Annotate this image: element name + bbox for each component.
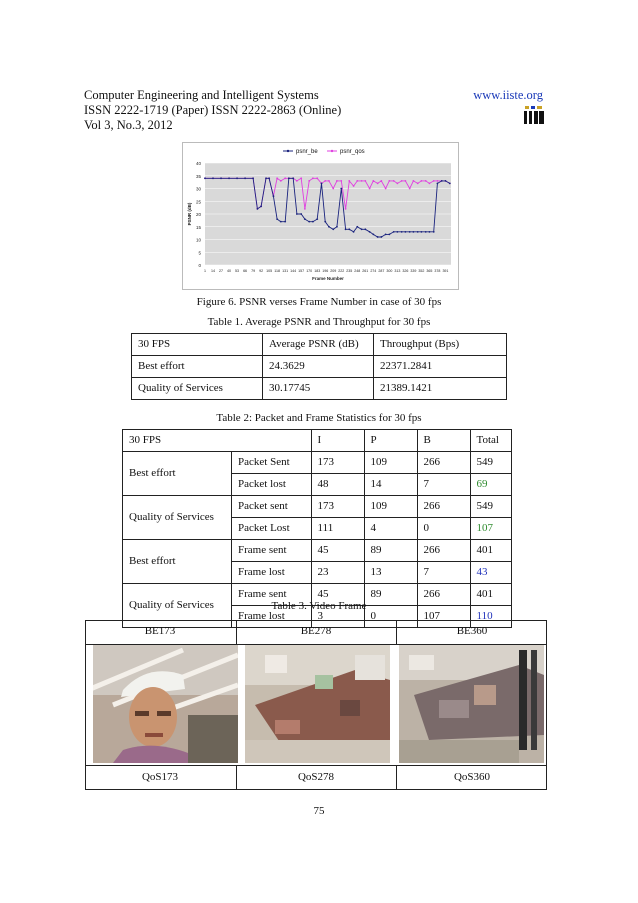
y-tick-label: 5 bbox=[198, 250, 201, 256]
table1-header-cell: Throughput (Bps) bbox=[374, 334, 507, 356]
data-point-psnr_be bbox=[345, 228, 347, 230]
data-point-psnr_be bbox=[324, 221, 326, 223]
video-frame-be360-image bbox=[399, 645, 544, 763]
table-row bbox=[132, 356, 507, 378]
data-point-psnr_qos bbox=[280, 180, 282, 182]
table2-cell: 109 bbox=[364, 496, 417, 518]
data-point-psnr_be bbox=[268, 177, 270, 179]
table2-total-highlight: 110 bbox=[470, 606, 511, 628]
x-tick-label: 365 bbox=[426, 269, 433, 273]
data-point-psnr_qos bbox=[377, 183, 379, 185]
x-tick-label: 378 bbox=[434, 269, 441, 273]
data-point-psnr_be bbox=[300, 213, 302, 215]
legend-marker-psnr_be bbox=[287, 150, 289, 152]
table2-header-cell: 30 FPS bbox=[123, 430, 312, 452]
table2-cell: 7 bbox=[417, 562, 470, 584]
data-point-psnr_be bbox=[321, 183, 323, 185]
y-tick-label: 25 bbox=[195, 199, 201, 205]
table2-cell: 401 bbox=[470, 540, 511, 562]
data-point-psnr_qos bbox=[429, 183, 431, 185]
x-tick-label: 105 bbox=[266, 269, 273, 273]
y-tick-label: 40 bbox=[195, 161, 201, 166]
data-point-psnr_qos bbox=[364, 180, 366, 182]
x-tick-label: 157 bbox=[298, 269, 305, 273]
table2-cell: 89 bbox=[364, 540, 417, 562]
data-point-psnr_be bbox=[273, 195, 275, 197]
data-point-psnr_qos bbox=[336, 180, 338, 182]
data-point-psnr_be bbox=[429, 231, 431, 233]
table1-cell: 21389.1421 bbox=[374, 378, 507, 400]
table2-cell: 0 bbox=[364, 606, 417, 628]
journal-header bbox=[84, 88, 341, 133]
data-point-psnr_be bbox=[372, 234, 374, 236]
table2-total-highlight: 69 bbox=[470, 474, 511, 496]
table1-header-cell: Average PSNR (dB) bbox=[263, 334, 374, 356]
data-point-psnr_be bbox=[361, 228, 363, 230]
table1-cell: 30.17745 bbox=[263, 378, 374, 400]
data-point-psnr_be bbox=[265, 177, 267, 179]
table1-header-row bbox=[132, 334, 507, 356]
data-point-psnr_be bbox=[421, 231, 423, 233]
x-tick-label: 287 bbox=[378, 269, 385, 273]
x-tick-label: 300 bbox=[386, 269, 393, 273]
table2-cell: Packet Sent bbox=[232, 452, 312, 474]
data-point-psnr_be bbox=[409, 231, 411, 233]
table2-cell: Packet lost bbox=[232, 474, 312, 496]
data-point-psnr_qos bbox=[276, 177, 278, 179]
data-point-psnr_qos bbox=[284, 177, 286, 179]
data-point-psnr_be bbox=[204, 177, 206, 179]
table2-header-cell: P bbox=[364, 430, 417, 452]
y-tick-label: 0 bbox=[198, 263, 201, 268]
data-point-psnr_qos bbox=[385, 188, 387, 190]
data-point-psnr_be bbox=[417, 231, 419, 233]
x-tick-label: 53 bbox=[235, 269, 240, 273]
table2-cell: 266 bbox=[417, 496, 470, 518]
y-tick-label: 35 bbox=[195, 173, 201, 179]
table2-cell: 89 bbox=[364, 584, 417, 606]
table2-cell: 13 bbox=[364, 562, 417, 584]
frame-label-be360: BE360 bbox=[456, 625, 488, 637]
video-frame-be278-image bbox=[245, 645, 390, 763]
data-point-psnr_be bbox=[353, 231, 355, 233]
table2-cell: 549 bbox=[470, 452, 511, 474]
table2-cell: 109 bbox=[364, 452, 417, 474]
data-point-psnr_be bbox=[377, 236, 379, 238]
frame-label-qos173: QoS173 bbox=[141, 771, 179, 783]
table2-cell: 266 bbox=[417, 452, 470, 474]
table1-header-cell: 30 FPS bbox=[132, 334, 263, 356]
table2-cell: Frame sent bbox=[232, 540, 312, 562]
data-point-psnr_qos bbox=[348, 180, 350, 182]
data-point-psnr_qos bbox=[324, 180, 326, 182]
x-tick-label: 66 bbox=[243, 269, 248, 273]
y-tick-label: 10 bbox=[195, 237, 201, 243]
table2-cell: 266 bbox=[417, 584, 470, 606]
data-point-psnr_be bbox=[401, 231, 403, 233]
data-point-psnr_qos bbox=[353, 185, 355, 187]
table2-cell: 4 bbox=[364, 518, 417, 540]
data-point-psnr_qos bbox=[296, 180, 298, 182]
video-frame-be173-image bbox=[93, 645, 238, 763]
table2-cell: Packet Lost bbox=[232, 518, 312, 540]
data-point-psnr_qos bbox=[372, 180, 374, 182]
data-point-psnr_be bbox=[385, 234, 387, 236]
table-row bbox=[132, 378, 507, 400]
table2-cell: 14 bbox=[364, 474, 417, 496]
data-point-psnr_qos bbox=[361, 180, 363, 182]
x-tick-label: 27 bbox=[219, 269, 224, 273]
data-point-psnr_be bbox=[316, 218, 318, 220]
data-point-psnr_be bbox=[356, 226, 358, 228]
data-point-psnr_qos bbox=[421, 180, 423, 182]
table-row bbox=[123, 496, 512, 518]
table2-group-label: Best effort bbox=[123, 452, 232, 496]
table2-group-label: Quality of Services bbox=[123, 584, 232, 628]
table2-cell: 266 bbox=[417, 540, 470, 562]
data-point-psnr_be bbox=[308, 221, 310, 223]
x-tick-label: 79 bbox=[251, 269, 256, 273]
table2-cell: 173 bbox=[311, 496, 364, 518]
x-tick-label: 209 bbox=[330, 269, 337, 273]
y-axis-label: PSNR (dB) bbox=[187, 202, 192, 226]
data-point-psnr_qos bbox=[312, 177, 314, 179]
table2-header-cell: Total bbox=[470, 430, 511, 452]
data-point-psnr_be bbox=[288, 177, 290, 179]
data-point-psnr_be bbox=[236, 177, 238, 179]
journal-title: Computer Engineering and Intelligent Systems bbox=[84, 88, 319, 102]
table2-cell: 0 bbox=[417, 518, 470, 540]
data-point-psnr_be bbox=[404, 231, 406, 233]
table1 bbox=[131, 333, 507, 400]
table2-cell: 173 bbox=[311, 452, 364, 474]
table2-cell: 401 bbox=[470, 584, 511, 606]
table2 bbox=[122, 429, 512, 628]
data-point-psnr_qos bbox=[380, 180, 382, 182]
data-point-psnr_be bbox=[312, 221, 314, 223]
table2-cell: Frame lost bbox=[232, 606, 312, 628]
x-tick-label: 92 bbox=[259, 269, 264, 273]
frame-label-qos278: QoS278 bbox=[297, 771, 335, 783]
legend-label-psnr_qos: psnr_qos bbox=[340, 149, 365, 155]
data-point-psnr_qos bbox=[437, 180, 439, 182]
data-point-psnr_qos bbox=[316, 177, 318, 179]
data-point-psnr_qos bbox=[300, 177, 302, 179]
psnr-chart-svg bbox=[183, 143, 458, 289]
legend-label-psnr_be: psnr_be bbox=[296, 149, 318, 155]
x-tick-label: 118 bbox=[274, 269, 281, 273]
journal-issn: ISSN 2222-1719 (Paper) ISSN 2222-2863 (Online) bbox=[84, 103, 342, 117]
data-point-psnr_be bbox=[220, 177, 222, 179]
data-point-psnr_be bbox=[292, 177, 294, 179]
y-tick-label: 15 bbox=[195, 224, 201, 230]
x-tick-label: 144 bbox=[290, 269, 297, 273]
x-tick-label: 261 bbox=[362, 269, 369, 273]
frame-label-qos360: QoS360 bbox=[453, 771, 491, 783]
data-point-psnr_qos bbox=[412, 180, 414, 182]
data-point-psnr_be bbox=[449, 183, 451, 185]
data-point-psnr_be bbox=[364, 228, 366, 230]
table1-cell: Best effort bbox=[132, 356, 263, 378]
table1-cell: 22371.2841 bbox=[374, 356, 507, 378]
table2-header-row bbox=[123, 430, 512, 452]
data-point-psnr_qos bbox=[388, 180, 390, 182]
table2-cell: 3 bbox=[311, 606, 364, 628]
data-point-psnr_be bbox=[433, 231, 435, 233]
data-point-psnr_be bbox=[340, 188, 342, 190]
data-point-psnr_be bbox=[332, 228, 334, 230]
table2-total-highlight: 107 bbox=[470, 518, 511, 540]
data-point-psnr_be bbox=[425, 231, 427, 233]
data-point-psnr_be bbox=[412, 231, 414, 233]
table1-cell: 24.3629 bbox=[263, 356, 374, 378]
x-tick-label: 196 bbox=[322, 269, 329, 273]
data-point-psnr_qos bbox=[308, 180, 310, 182]
x-tick-label: 170 bbox=[306, 269, 313, 273]
table2-total-highlight: 43 bbox=[470, 562, 511, 584]
data-point-psnr_qos bbox=[409, 188, 411, 190]
x-tick-label: 40 bbox=[227, 269, 232, 273]
y-tick-label: 30 bbox=[195, 186, 201, 192]
table2-header-cell: I bbox=[311, 430, 364, 452]
table-row bbox=[123, 540, 512, 562]
data-point-psnr_qos bbox=[425, 180, 427, 182]
data-point-psnr_be bbox=[380, 236, 382, 238]
data-point-psnr_qos bbox=[393, 180, 395, 182]
data-point-psnr_be bbox=[244, 177, 246, 179]
table2-cell: 107 bbox=[417, 606, 470, 628]
journal-volume: Vol 3, No.3, 2012 bbox=[84, 118, 173, 132]
data-point-psnr_qos bbox=[332, 188, 334, 190]
data-point-psnr_qos bbox=[356, 180, 358, 182]
data-point-psnr_be bbox=[257, 208, 259, 210]
x-tick-label: 326 bbox=[402, 269, 409, 273]
table2-group-label: Best effort bbox=[123, 540, 232, 584]
data-point-psnr_be bbox=[228, 177, 230, 179]
table2-caption: Table 2: Packet and Frame Statistics for 30 fps bbox=[216, 412, 422, 424]
table2-cell: 549 bbox=[470, 496, 511, 518]
table2-group-label: Quality of Services bbox=[123, 496, 232, 540]
data-point-psnr_qos bbox=[328, 180, 330, 182]
x-tick-label: 352 bbox=[418, 269, 425, 273]
table2-cell: Packet sent bbox=[232, 496, 312, 518]
data-point-psnr_qos bbox=[304, 208, 306, 210]
data-point-psnr_be bbox=[369, 231, 371, 233]
data-point-psnr_be bbox=[280, 221, 282, 223]
table1-caption: Table 1. Average PSNR and Throughput for 30 fps bbox=[207, 316, 431, 328]
table2-cell: Frame lost bbox=[232, 562, 312, 584]
table2-cell: 111 bbox=[311, 518, 364, 540]
journal-url[interactable]: www.iiste.org bbox=[473, 88, 543, 102]
x-tick-label: 183 bbox=[314, 269, 321, 273]
x-tick-label: 222 bbox=[338, 269, 345, 273]
data-point-psnr_be bbox=[441, 180, 443, 182]
table-row bbox=[123, 452, 512, 474]
page-number: 75 bbox=[313, 805, 325, 817]
table2-cell: 48 bbox=[311, 474, 364, 496]
data-point-psnr_qos bbox=[345, 208, 347, 210]
data-point-psnr_be bbox=[284, 221, 286, 223]
data-point-psnr_be bbox=[296, 213, 298, 215]
data-point-psnr_qos bbox=[433, 180, 435, 182]
table2-cell: 45 bbox=[311, 584, 364, 606]
data-point-psnr_be bbox=[348, 228, 350, 230]
iiste-logo bbox=[523, 105, 545, 125]
data-point-psnr_be bbox=[304, 218, 306, 220]
x-tick-label: 235 bbox=[346, 269, 353, 273]
x-tick-label: 391 bbox=[442, 269, 449, 273]
y-tick-label: 20 bbox=[195, 212, 201, 217]
x-tick-label: 14 bbox=[211, 269, 216, 273]
x-tick-label: 339 bbox=[410, 269, 417, 273]
data-point-psnr_qos bbox=[340, 180, 342, 182]
table2-cell: Frame sent bbox=[232, 584, 312, 606]
data-point-psnr_be bbox=[393, 231, 395, 233]
data-point-psnr_be bbox=[336, 226, 338, 228]
figure6-caption: Figure 6. PSNR verses Frame Number in case of 30 fps bbox=[196, 296, 442, 308]
frame-label-be173: BE173 bbox=[144, 625, 176, 637]
table2-cell: 45 bbox=[311, 540, 364, 562]
data-point-psnr_be bbox=[328, 226, 330, 228]
data-point-psnr_qos bbox=[417, 183, 419, 185]
x-tick-label: 131 bbox=[282, 269, 289, 273]
table3-caption: Table 3. Video Frame bbox=[271, 600, 367, 612]
x-axis-label: Frame Number bbox=[312, 276, 344, 281]
x-tick-label: 248 bbox=[354, 269, 361, 273]
data-point-psnr_qos bbox=[396, 183, 398, 185]
data-point-psnr_be bbox=[388, 234, 390, 236]
data-point-psnr_be bbox=[396, 231, 398, 233]
data-point-psnr_be bbox=[437, 183, 439, 185]
data-point-psnr_be bbox=[252, 177, 254, 179]
data-point-psnr_qos bbox=[401, 180, 403, 182]
data-point-psnr_be bbox=[276, 218, 278, 220]
psnr-chart bbox=[182, 142, 459, 290]
x-tick-label: 1 bbox=[204, 269, 206, 273]
table1-cell: Quality of Services bbox=[132, 378, 263, 400]
table2-header-cell: B bbox=[417, 430, 470, 452]
table2-cell: 23 bbox=[311, 562, 364, 584]
data-point-psnr_be bbox=[445, 180, 447, 182]
data-point-psnr_be bbox=[260, 205, 262, 207]
frame-label-be278: BE278 bbox=[300, 625, 332, 637]
data-point-psnr_be bbox=[212, 177, 214, 179]
data-point-psnr_qos bbox=[404, 180, 406, 182]
x-tick-label: 313 bbox=[394, 269, 401, 273]
x-tick-label: 274 bbox=[370, 269, 377, 273]
data-point-psnr_qos bbox=[369, 188, 371, 190]
legend-marker-psnr_qos bbox=[331, 150, 333, 152]
table2-cell: 7 bbox=[417, 474, 470, 496]
